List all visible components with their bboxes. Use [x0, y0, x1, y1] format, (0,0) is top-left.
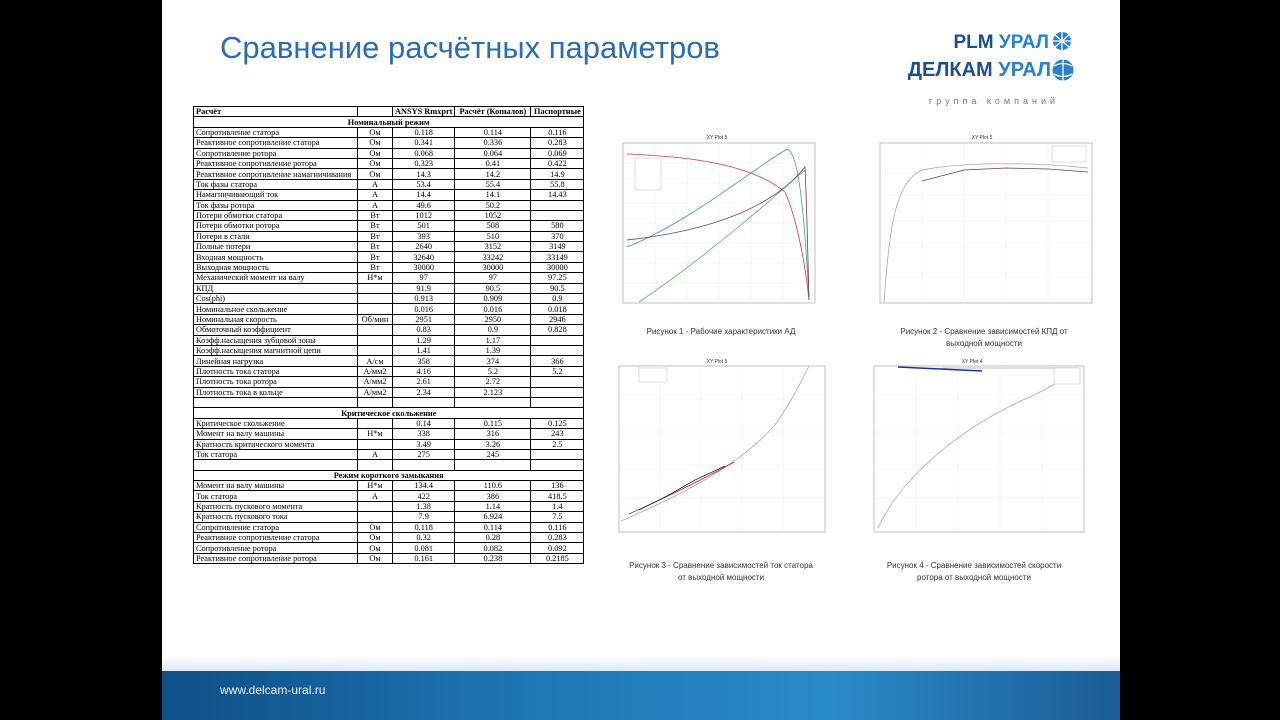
table-cell: 14.2: [455, 169, 531, 179]
logo-subtitle: группа компаний: [928, 96, 1059, 106]
table-row: [194, 127, 584, 137]
table-cell: [358, 335, 393, 345]
table-cell: 508: [455, 221, 531, 231]
table-cell: 1.4: [531, 501, 584, 511]
table-cell: 243: [531, 429, 584, 439]
table-cell: 580: [531, 221, 584, 231]
table-row: [194, 345, 584, 355]
table-cell: 0.064: [455, 148, 531, 158]
plot-4: [852, 356, 1096, 542]
table-cell: Ом: [358, 169, 393, 179]
table-cell: 0.116: [531, 522, 584, 532]
table-cell: А: [358, 200, 393, 210]
table-cell: Момент на валу машины: [194, 429, 358, 439]
table-cell: 0.913: [393, 294, 455, 304]
plot-2-title: XY Plot 5: [971, 135, 993, 141]
table-cell: Коэфф.насыщения зубцовой зоны: [194, 335, 358, 345]
plot-3-caption: [599, 560, 843, 584]
table-cell: 7.9: [393, 512, 455, 522]
table-cell: [531, 200, 584, 210]
table-cell: 32640: [393, 252, 455, 262]
table-cell: 49.6: [393, 200, 455, 210]
table-cell: 374: [455, 356, 531, 366]
table-cell: 97: [393, 273, 455, 283]
slide: [162, 0, 1120, 720]
table-row: [194, 252, 584, 262]
table-cell: А/см: [358, 356, 393, 366]
table-cell: [358, 325, 393, 335]
table-cell: 6.924: [455, 512, 531, 522]
table-row: [194, 429, 584, 439]
table-cell: Вт: [358, 210, 393, 220]
table-cell: 5.2: [455, 366, 531, 376]
plot-4-caption-line1: Рисунок 4 - Сравнение зависимостей скорости: [886, 561, 1062, 570]
plot-3-caption-line1: Рисунок 3 - Сравнение зависимостей ток статора: [629, 561, 813, 570]
table-cell: Ом: [358, 138, 393, 148]
table-cell: 418.5: [531, 491, 584, 501]
table-cell: [358, 460, 393, 470]
plot-2: [862, 132, 1106, 308]
plot-4-legend: [1054, 368, 1080, 384]
table-cell: Реактивное сопротивление статора: [194, 533, 358, 543]
table-cell: 0.161: [393, 553, 455, 563]
table-cell: 0.114: [455, 522, 531, 532]
table-cell: Ток статора: [194, 449, 358, 459]
table-cell: 0.336: [455, 138, 531, 148]
footer-url[interactable]: www.delcam-ural.ru: [220, 683, 326, 697]
table-cell: Плотность тока ротора: [194, 377, 358, 387]
logo-plm-text: PLM: [953, 32, 994, 53]
table-cell: 7.5: [531, 512, 584, 522]
table-row: [194, 533, 584, 543]
logo-delcam-text: ДЕЛКАМ: [907, 59, 993, 81]
table-cell: [393, 460, 455, 470]
table-row: [194, 242, 584, 252]
table-cell: Выходная мощность: [194, 262, 358, 272]
table-cell: А/мм2: [358, 366, 393, 376]
table-cell: Кратность пускового момента: [194, 501, 358, 511]
table-row: [194, 158, 584, 168]
table-cell: Паспортные: [531, 107, 584, 117]
table-cell: [531, 345, 584, 355]
table-cell: Сопротивление статора: [194, 522, 358, 532]
table-cell: Ом: [358, 543, 393, 553]
table-cell: 2640: [393, 242, 455, 252]
table-cell: Вт: [358, 262, 393, 272]
table-row: [194, 273, 584, 283]
table-cell: 0.283: [531, 138, 584, 148]
table-cell: Номинальное скольжение: [194, 304, 358, 314]
table-cell: [358, 418, 393, 428]
table-cell: 2.72: [455, 377, 531, 387]
table-row: [194, 148, 584, 158]
table-cell: [531, 335, 584, 345]
logo-ural2-text: УРАЛ: [998, 59, 1051, 81]
table-cell: 0.016: [455, 304, 531, 314]
table-row: [194, 418, 584, 428]
plot-3-caption-line2: от выходной мощности: [677, 573, 765, 582]
table-cell: 245: [455, 449, 531, 459]
table-cell: [455, 460, 531, 470]
table-cell: 0.909: [455, 294, 531, 304]
table-cell: 0.114: [455, 127, 531, 137]
table-cell: [358, 283, 393, 293]
table-cell: Плотность тока статора: [194, 366, 358, 376]
table-cell: 0.9: [455, 325, 531, 335]
table-cell: [531, 460, 584, 470]
table-spacer-row: [194, 460, 584, 470]
table-cell: 0.341: [393, 138, 455, 148]
table-row: [194, 481, 584, 491]
table-cell: Номинальная скорость: [194, 314, 358, 324]
table-cell: [358, 304, 393, 314]
logo-line-plm: [954, 32, 1050, 54]
table-cell: [358, 397, 393, 407]
plot-2-caption-line1: Рисунок 2 - Сравнение зависимостей КПД от: [900, 327, 1068, 336]
table-row: [194, 439, 584, 449]
table-cell: Плотность тока в кольце: [194, 387, 358, 397]
table-cell: 275: [393, 449, 455, 459]
table-cell: 0.32: [393, 533, 455, 543]
table-row: [194, 190, 584, 200]
table-cell: 2951: [393, 314, 455, 324]
table-cell: 14.4: [393, 190, 455, 200]
table-cell: [358, 294, 393, 304]
table-cell: 0.092: [531, 543, 584, 553]
plot-4-title: XY Plot 4: [961, 359, 983, 365]
table-cell: 2.5: [531, 439, 584, 449]
table-cell: Потери обмотки ротора: [194, 221, 358, 231]
table-section-title: Критическое скольжение: [194, 408, 584, 418]
table-section-row: [194, 408, 584, 418]
table-cell: 0.28: [455, 533, 531, 543]
table-cell: 30000: [393, 262, 455, 272]
table-cell: Момент на валу машины: [194, 481, 358, 491]
table-cell: Ток фазы ротора: [194, 200, 358, 210]
table-section-title: Режим короткого замыкания: [194, 470, 584, 480]
table-cell: Входная мощность: [194, 252, 358, 262]
table-cell: 338: [393, 429, 455, 439]
table-cell: 1.29: [393, 335, 455, 345]
plot-3-title: XY Plot 5: [706, 359, 728, 365]
table-cell: 1052: [455, 210, 531, 220]
table-row: [194, 512, 584, 522]
table-header-row: [194, 107, 584, 117]
table-cell: 2.61: [393, 377, 455, 387]
table-cell: [358, 345, 393, 355]
table-cell: Вт: [358, 221, 393, 231]
table-row: [194, 262, 584, 272]
table-section-row: [194, 470, 584, 480]
table-cell: 14.1: [455, 190, 531, 200]
plot-1-title: XY Plot 5: [706, 135, 728, 141]
table-cell: 3152: [455, 242, 531, 252]
footer-band: [162, 656, 1120, 672]
table-cell: [531, 377, 584, 387]
table-cell: Механический момент на валу: [194, 273, 358, 283]
table-row: [194, 522, 584, 532]
table-row: [194, 210, 584, 220]
table-cell: 1.39: [455, 345, 531, 355]
table-cell: 0.068: [393, 148, 455, 158]
table-cell: 53.4: [393, 179, 455, 189]
table-cell: [358, 439, 393, 449]
table-cell: Реактивное сопротивление ротора: [194, 553, 358, 563]
table-cell: 97: [455, 273, 531, 283]
table-row: [194, 169, 584, 179]
table-row: [194, 314, 584, 324]
plot-2-caption-line2: выходной мощности: [946, 339, 1022, 348]
table-cell: 0.069: [531, 148, 584, 158]
globe2-icon: [1051, 57, 1075, 83]
table-cell: Вт: [358, 231, 393, 241]
table-cell: 55.4: [455, 179, 531, 189]
table-cell: Cos(phi): [194, 294, 358, 304]
table-cell: А/мм2: [358, 377, 393, 387]
table-cell: Ток статора: [194, 491, 358, 501]
table-cell: [358, 501, 393, 511]
table-cell: А: [358, 179, 393, 189]
table-cell: Ом: [358, 127, 393, 137]
table-cell: 0.2185: [531, 553, 584, 563]
table-cell: 0.125: [531, 418, 584, 428]
table-cell: [531, 387, 584, 397]
table-cell: Вт: [358, 242, 393, 252]
table-cell: 0.83: [393, 325, 455, 335]
company-logo: [907, 28, 1115, 110]
table-cell: 0.082: [455, 543, 531, 553]
table-cell: 2946: [531, 314, 584, 324]
table-cell: [358, 107, 393, 117]
table-cell: 3.49: [393, 439, 455, 449]
plot-4-caption: [852, 560, 1096, 584]
table-cell: 370: [531, 231, 584, 241]
table-cell: 1012: [393, 210, 455, 220]
table-cell: Сопротивление ротора: [194, 148, 358, 158]
table-section-title: Номинальный режим: [194, 117, 584, 127]
table-cell: Кратность критического момента: [194, 439, 358, 449]
parameters-table: [193, 106, 584, 564]
slide-title: Сравнение расчётных параметров: [220, 30, 720, 65]
table-cell: 0.14: [393, 418, 455, 428]
table-cell: 0.422: [531, 158, 584, 168]
table-cell: Потери в стали: [194, 231, 358, 241]
table-cell: 386: [455, 491, 531, 501]
table-cell: Ом: [358, 522, 393, 532]
table-cell: 0.016: [393, 304, 455, 314]
table-cell: 33149: [531, 252, 584, 262]
globe-icon: [1051, 30, 1073, 52]
logo-ural-text: УРАЛ: [998, 32, 1049, 53]
table-row: [194, 543, 584, 553]
table-cell: [531, 449, 584, 459]
table-cell: 316: [455, 429, 531, 439]
table-spacer-row: [194, 397, 584, 407]
table-cell: 0.238: [455, 553, 531, 563]
table-cell: 50.2: [455, 200, 531, 210]
table-cell: 30000: [455, 262, 531, 272]
table-cell: 1.41: [393, 345, 455, 355]
table-cell: [393, 397, 455, 407]
table-cell: Обмоточный коэффициент: [194, 325, 358, 335]
table-cell: 358: [393, 356, 455, 366]
plot-1-caption-line1: Рисунок 1 - Рабочие характеристики АД: [646, 327, 796, 336]
table-cell: Реактивное сопротивление намагничивания: [194, 169, 358, 179]
table-cell: Линейная нагрузка: [194, 356, 358, 366]
table-cell: Ом: [358, 553, 393, 563]
table-cell: 5.2: [531, 366, 584, 376]
table-cell: 393: [393, 231, 455, 241]
table-cell: [531, 397, 584, 407]
table-cell: 422: [393, 491, 455, 501]
table-row: [194, 179, 584, 189]
table-cell: Об/мин: [358, 314, 393, 324]
table-cell: [358, 512, 393, 522]
table-cell: 55.8: [531, 179, 584, 189]
plot-1: [599, 132, 843, 308]
table-cell: Коэфф.насыщения магнитной цепи: [194, 345, 358, 355]
table-cell: Кратность пускового тока: [194, 512, 358, 522]
table-cell: КПД: [194, 283, 358, 293]
table-cell: Ом: [358, 158, 393, 168]
table-cell: 136: [531, 481, 584, 491]
table-row: [194, 553, 584, 563]
table-row: [194, 356, 584, 366]
table-cell: Н*м: [358, 429, 393, 439]
table-row: [194, 366, 584, 376]
table-cell: Сопротивление статора: [194, 127, 358, 137]
plot-4-caption-line2: ротора от выходной мощности: [917, 573, 1031, 582]
table-row: [194, 221, 584, 231]
table-section-row: [194, 117, 584, 127]
table-cell: Намагничивающий ток: [194, 190, 358, 200]
table-cell: 97.25: [531, 273, 584, 283]
table-cell: 1.38: [393, 501, 455, 511]
logo-line-delcam: [908, 59, 1051, 82]
table-cell: 0.118: [393, 522, 455, 532]
plot-2-legend: [1052, 146, 1086, 162]
table-cell: Н*м: [358, 273, 393, 283]
table-cell: 2950: [455, 314, 531, 324]
table-cell: Сопротивление ротора: [194, 543, 358, 553]
table-cell: 33242: [455, 252, 531, 262]
table-cell: 3149: [531, 242, 584, 252]
plot-1-legend: [635, 158, 661, 190]
table-row: [194, 335, 584, 345]
table-cell: 0.323: [393, 158, 455, 168]
table-cell: 0.081: [393, 543, 455, 553]
table-cell: Ток фазы статора: [194, 179, 358, 189]
table-cell: 14.3: [393, 169, 455, 179]
table-cell: 110.6: [455, 481, 531, 491]
table-cell: 134.4: [393, 481, 455, 491]
table-cell: 0.41: [455, 158, 531, 168]
table-cell: 1.17: [455, 335, 531, 345]
table-cell: Ом: [358, 148, 393, 158]
plot-1-caption: [599, 326, 843, 338]
table-row: [194, 387, 584, 397]
table-cell: 1.14: [455, 501, 531, 511]
plot-3: [599, 356, 843, 542]
table-cell: Реактивное сопротивление ротора: [194, 158, 358, 168]
table-cell: 366: [531, 356, 584, 366]
table-cell: 2.34: [393, 387, 455, 397]
table-row: [194, 377, 584, 387]
table-cell: Критическое скольжение: [194, 418, 358, 428]
table-row: [194, 325, 584, 335]
table-row: [194, 501, 584, 511]
table-cell: А: [358, 491, 393, 501]
table-cell: Ом: [358, 533, 393, 543]
table-row: [194, 200, 584, 210]
table-cell: А: [358, 449, 393, 459]
table-cell: 2.123: [455, 387, 531, 397]
table-cell: 14.43: [531, 190, 584, 200]
table-row: [194, 491, 584, 501]
table-cell: [531, 210, 584, 220]
table-cell: 0.283: [531, 533, 584, 543]
table-row: [194, 449, 584, 459]
table-cell: ANSYS Rmxprt: [393, 107, 455, 117]
table-cell: 0.018: [531, 304, 584, 314]
table-cell: 510: [455, 231, 531, 241]
plot-2-caption: [862, 326, 1106, 350]
table-cell: 90.5: [455, 283, 531, 293]
table-cell: 30000: [531, 262, 584, 272]
table-cell: Реактивное сопротивление статора: [194, 138, 358, 148]
table-cell: 0.115: [455, 418, 531, 428]
table-cell: А/мм2: [358, 387, 393, 397]
table-cell: А: [358, 190, 393, 200]
table-cell: 501: [393, 221, 455, 231]
table-cell: [455, 397, 531, 407]
table-cell: Расчёт (Копылов): [455, 107, 531, 117]
table-cell: 14.9: [531, 169, 584, 179]
table-cell: Вт: [358, 252, 393, 262]
plot-3-legend: [639, 368, 667, 382]
table-row: [194, 283, 584, 293]
table-cell: 91.9: [393, 283, 455, 293]
table-cell: 90.5: [531, 283, 584, 293]
table-cell: 0.9: [531, 294, 584, 304]
table-cell: [194, 460, 358, 470]
table-cell: [194, 397, 358, 407]
table-cell: Расчёт: [194, 107, 358, 117]
table-row: [194, 304, 584, 314]
table-cell: 0.116: [531, 127, 584, 137]
table-cell: 4.16: [393, 366, 455, 376]
table-row: [194, 138, 584, 148]
table-row: [194, 231, 584, 241]
table-cell: 0.118: [393, 127, 455, 137]
table-cell: Н*м: [358, 481, 393, 491]
table-row: [194, 294, 584, 304]
table-cell: Полные потери: [194, 242, 358, 252]
table-cell: Потери обмотки статора: [194, 210, 358, 220]
table-cell: 3.26: [455, 439, 531, 449]
table-cell: 0.828: [531, 325, 584, 335]
